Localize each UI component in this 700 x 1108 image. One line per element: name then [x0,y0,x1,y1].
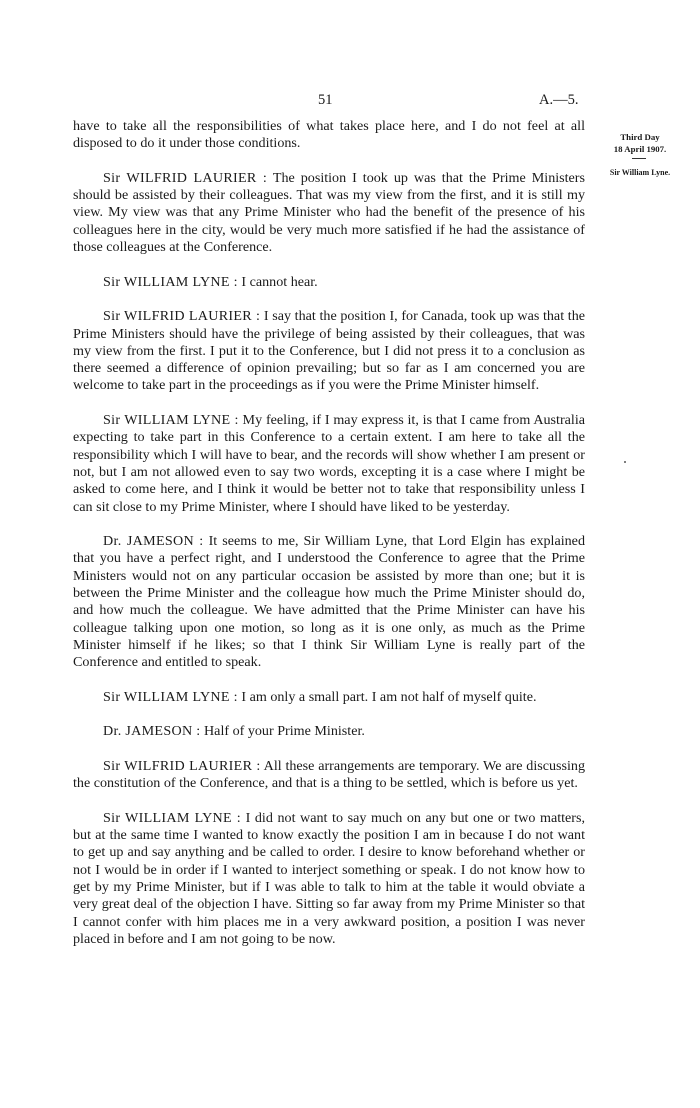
speaker-name: Dr. JAMESON : [103,533,204,550]
margin-day: Third Day [620,132,660,142]
paragraph [73,170,585,256]
document-body [73,118,585,966]
speaker-name: Sir WILLIAM LYNE : [103,688,238,705]
paragraph-text: I cannot hear. [237,273,318,290]
speaker-name: Dr. JAMESON : [103,723,201,740]
paragraph-text: I say that the position I, for Canada, took up was that the Prime Ministers should have the privilege of being assisted by their colleagues, that was my view from the first. I put it to the Conference, but I did not press it to a conclusion as there seemed a difference of opinion prevailing; but so far as I am concerned you are welcome to take part in the proceedings as if you were the Prime Minister himself. [73,308,585,394]
paragraph [73,118,585,153]
document-reference: A.—5. [539,92,579,108]
margin-divider [632,158,646,159]
margin-date: 18 April 1907. [613,144,667,154]
paragraph [73,758,585,793]
paragraph [73,274,585,291]
paragraph-text: It seems to me, Sir William Lyne, that Lord Elgin has explained that you have a perfect right, and I understood the Conference to agree that the Prime Ministers would not on any particular occasion be assisted by more than one; but it is between the Prime Minister and the colleague how much the Prime Minister should do, and how much the colleague. We have admitted that the Prime Minister can have his colleague talking upon one motion, so long as it is one only, as much as the Prime Minister himself if he likes; so that I think Sir William Lyne is really part of the Conference and entitled to speak. [73,533,585,671]
paragraph-text: have to take all the responsibilities of what takes place here, and I do not feel at all disposed to do it under those conditions. [73,118,585,152]
paragraph-text: I am only a small part. I am not half of myself quite. [237,688,537,705]
paragraph-text: Half of your Prime Minister. [200,723,365,740]
paragraph-text: I did not want to say much on any but one or two matters, but at the same time I wanted to know exactly the position I am in because I do not want to get up and say anything and be called to order. I desire to know beforehand whether or not I would be in order if I wanted to interject something or speak. I do not know how to get by my Prime Minister, but if I was able to talk to him at the table it would obviate a very great deal of the objection I have. Sitting so far away from my Prime Minister so that I cannot confer with him places me in a very awkward position, a position I was never placed in before and I am not going to be now. [73,809,586,947]
paragraph [73,412,585,516]
speaker-name: Sir WILLIAM LYNE : [103,809,242,826]
paragraph [73,810,585,948]
paragraph [73,533,585,671]
margin-note-speaker: Sir William Lyne. [609,168,671,177]
speaker-name: Sir WILFRID LAURIER : [103,308,261,325]
paragraph-text: All these arrangements are temporary. We are discussing the constitution of the Conference, and that is a thing to be settled, which is before us yet. [73,757,586,792]
paragraph [73,723,585,740]
margin-note-date [604,131,676,155]
paragraph [73,689,585,706]
scan-speck [624,461,626,463]
paragraph-text: The position I took up was that the Prime Ministers should be assisted by their colleagues. That was my view from the first, and it is still my view. My view was that any Prime Minister who had the benefit of the presence of his colleagues here in the city, would be very much more satisfied if he had the assistance of those colleagues at the Conference. [73,169,585,256]
speaker-name: Sir WILLIAM LYNE : [103,273,238,290]
speaker-name: Sir WILFRID LAURIER : [103,169,268,186]
speaker-name: Sir WILFRID LAURIER : [103,757,261,774]
paragraph [73,308,585,394]
paragraph-text: My feeling, if I may express it, is that I came from Australia expecting to take part in this Conference to a certain extent. I am here to take all the responsibility which I will have to bear, and the records will show whether I am present or not, but I am not allowed even to say two words, excepting it is a case where I might be asked to come here, and I think it would be better not to take that responsibility unless I can sit close to my Prime Minister, where I should have liked to be yesterday. [73,412,585,515]
speaker-name: Sir WILLIAM LYNE : [103,412,239,429]
page-number: 51 [318,92,333,108]
